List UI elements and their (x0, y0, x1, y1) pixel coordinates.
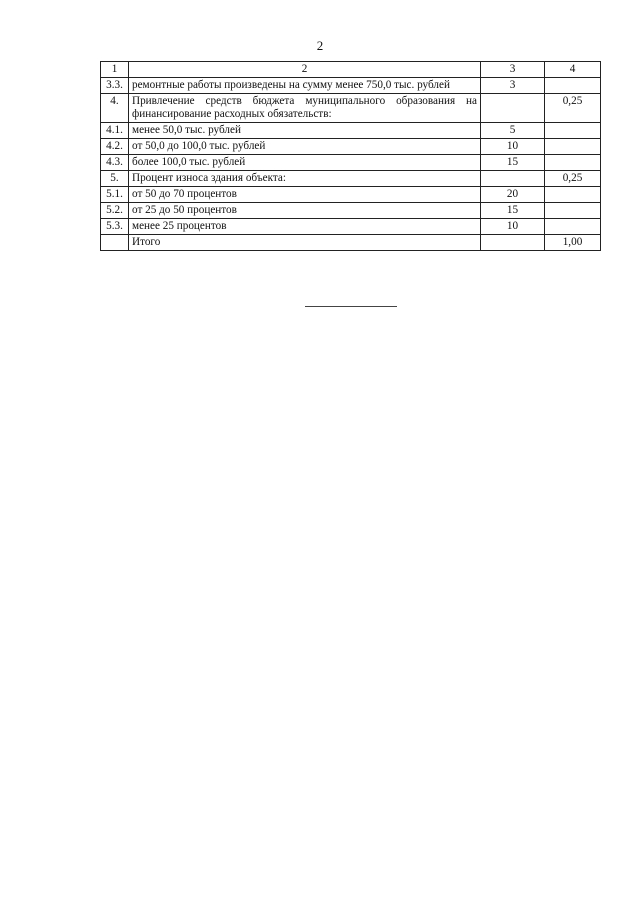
header-cell-3: 3 (481, 62, 545, 78)
row-weight-cell: 0,25 (545, 171, 601, 187)
row-weight-cell (545, 123, 601, 139)
row-description-cell: Привлечение средств бюджета муниципального образования на финансирование расходных обязательств: (129, 94, 481, 123)
row-score-cell (481, 94, 545, 123)
row-description-cell: менее 25 процентов (129, 219, 481, 235)
row-description-cell: от 50 до 70 процентов (129, 187, 481, 203)
row-number-cell: 5.2. (101, 203, 129, 219)
row-score-cell: 15 (481, 155, 545, 171)
row-description-cell: более 100,0 тыс. рублей (129, 155, 481, 171)
table-row (101, 155, 601, 171)
row-weight-cell: 0,25 (545, 94, 601, 123)
table-row (101, 94, 601, 123)
row-description-cell: Процент износа здания объекта: (129, 171, 481, 187)
header-cell-2: 2 (129, 62, 481, 78)
page-number: 2 (316, 38, 324, 53)
table-row (101, 123, 601, 139)
row-description-cell: от 50,0 до 100,0 тыс. рублей (129, 139, 481, 155)
row-description-cell: Итого (129, 235, 481, 251)
table-row (101, 139, 601, 155)
table-row (101, 219, 601, 235)
header-cell-4: 4 (545, 62, 601, 78)
row-score-cell: 10 (481, 139, 545, 155)
row-score-cell: 20 (481, 187, 545, 203)
table-row (101, 203, 601, 219)
row-number-cell: 4. (101, 94, 129, 123)
header-cell-1: 1 (101, 62, 129, 78)
row-weight-cell (545, 203, 601, 219)
row-weight-cell: 1,00 (545, 235, 601, 251)
table-header-row (101, 62, 601, 78)
row-number-cell: 4.1. (101, 123, 129, 139)
row-description-cell: ремонтные работы произведены на сумму менее 750,0 тыс. рублей (129, 78, 481, 94)
table-row (101, 171, 601, 187)
row-weight-cell (545, 187, 601, 203)
row-score-cell: 15 (481, 203, 545, 219)
table-body (101, 62, 601, 251)
row-weight-cell (545, 78, 601, 94)
row-number-cell: 5.3. (101, 219, 129, 235)
row-number-cell: 4.2. (101, 139, 129, 155)
row-score-cell: 5 (481, 123, 545, 139)
criteria-table (100, 61, 601, 251)
row-score-cell: 3 (481, 78, 545, 94)
row-number-cell: 3.3. (101, 78, 129, 94)
row-number-cell (101, 235, 129, 251)
table-row (101, 235, 601, 251)
row-number-cell: 5. (101, 171, 129, 187)
row-score-cell (481, 171, 545, 187)
end-separator-line (305, 306, 397, 307)
row-weight-cell (545, 219, 601, 235)
row-number-cell: 5.1. (101, 187, 129, 203)
row-description-cell: от 25 до 50 процентов (129, 203, 481, 219)
row-weight-cell (545, 155, 601, 171)
row-score-cell (481, 235, 545, 251)
row-description-cell: менее 50,0 тыс. рублей (129, 123, 481, 139)
table-row (101, 78, 601, 94)
row-weight-cell (545, 139, 601, 155)
row-score-cell: 10 (481, 219, 545, 235)
table-row (101, 187, 601, 203)
row-number-cell: 4.3. (101, 155, 129, 171)
